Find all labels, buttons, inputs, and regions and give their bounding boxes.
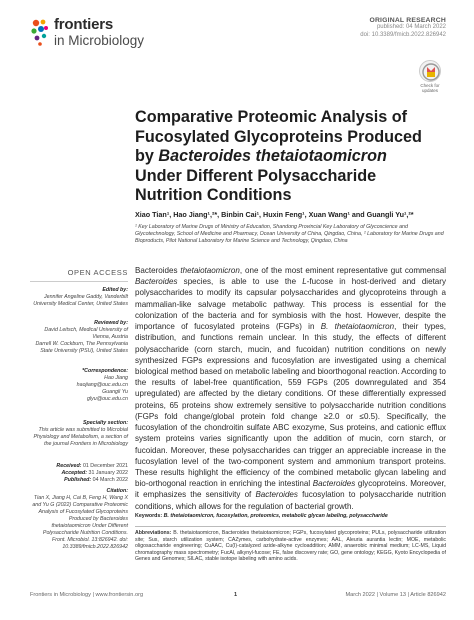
- specialty-section: Specialty section: This article was submitted to Microbial Physiology and Metabolism, a section of the journal Frontiers in Microbiology: [30, 420, 128, 448]
- abbreviations-text: B. thetaiotaomicron, Bacteroides thetaiotaomicron; FGPs, fucosylated glycoproteins; PULs, polysaccharide utilization site; Sus, starch utilization system; CAZymes, carbohydrate-active enzymes; AAL, Aleuria aurantia lectin; MOE, metabolic oligosaccharide engineering; CuAAC, Cu(I)-catalyzed azide-alkyne cycloaddition; AMM, anaerobic minimal medium; LC-MS, Liquid chromatography mass spectrometry; FucAl, alkynyl-fucose; FE, false discovery rate; GO, gene ontology; KEGG, Kyoto Encyclopedia of Genes and Genomes; SILAC, stable isotope labeling with amino acids.: [135, 530, 447, 563]
- logo-journal-name: in Microbiology: [54, 33, 145, 48]
- frontiers-logo-icon: [30, 18, 50, 48]
- crossmark-label: Check for updates: [420, 83, 440, 93]
- logo-wordmark: frontiers: [54, 16, 114, 33]
- title-species: Bacteroides thetaiotaomicron: [158, 147, 387, 165]
- affiliations: ¹ Key Laboratory of Marine Drugs of Ministry of Education, Shandong Provincial Key Laboratory of Glycoscience and Glycotechnology, School of Medicine and Pharmacy, Ocean University of China, Qingdao, China, ² Laboratory for Marine Drugs and Bioproducts, Pilot National Laboratory for Marine Science and Technology, Qingdao, China: [135, 224, 444, 244]
- article-header-info: [246, 17, 446, 39]
- corresponding-email-1[interactable]: haojiang@ouc.edu.cn: [76, 382, 128, 388]
- received-date: 01 December 2021: [82, 463, 128, 469]
- dates-section: Received: 01 December 2021 Accepted: 31 January 2022 Published: 04 March 2022: [56, 463, 128, 483]
- corresponding-author-1: Hao Jiang: [104, 375, 128, 381]
- journal-logo: [30, 16, 150, 52]
- page-number: 1: [234, 592, 238, 598]
- reviewer-2: Darrell W. Cockburn, The Pennsylvania State University (PSU), United States: [35, 341, 128, 354]
- sidebar-divider: [30, 281, 128, 282]
- article-title: Comparative Proteomic Analysis of Fucosylated Glycoproteins Produced by Bacteroides thetaiotaomicron Under Different Polysaccharide Nutrition Conditions: [135, 108, 422, 204]
- crossmark-icon: [419, 60, 441, 82]
- author-list[interactable]: Xiao Tian¹, Hao Jiang¹,²*, Binbin Cai¹, Huxin Feng¹, Xuan Wang¹ and Guangli Yu¹,²*: [135, 210, 414, 219]
- abstract: Bacteroides thetaiotaomicron, one of the most eminent representative gut commensal Bacteroides species, is able to use the L-fucose in host-derived and dietary polysaccharides to modify its capsular polysaccharides and glycoproteins through a mammalian-like salvage metabolic pathway. This process is essential for the colonization of the bacteria and for symbiosis with the host. However, despite the importance of fucosylated proteins (FGPs) in B. thetaiotaomicron, their types, distribution, and functions remain unclear. In this study, the effects of different polysaccharide (corn starch, mucin, and fucoidan) nutrition conditions on newly synthesized FGPs expressions and fucosylation are investigated using a chemical biological method based on metabolic labeling and bioorthogonal reaction. According to the results of label-free quantification, 559 FGPs (205 downregulated and 354 upregulated) are affected by the dietary conditions. Of these differentially expressed proteins, 65 proteins show extremely sensitive to polysaccharide nutrition conditions (FGPs fold change/global protein fold change ≥2.0 or ≤0.5). Specifically, the fucosylation of the chondroitin sulfate ABC exozyme, Sus proteins, and cationic efflux system proteins varies significantly upon the addition of mucin, corn starch, or fucoidan. Moreover, these polysaccharides can trigger an appreciable increase in the fucosylation level of the two-component system and ammonium transport proteins. These results highlight the efficiency of the combined metabolic glycan labeling and bio-orthogonal reaction in enriching the intestinal Bacteroides glycoproteins. Moreover, it emphasizes the sensitivity of Bacteroides fucosylation to polysaccharide nutrition conditions, which allows for the regulation of bacterial growth.: [135, 266, 446, 511]
- open-access-label: OPEN ACCESS: [67, 268, 128, 277]
- editor-name: Jennifer Angeline Gaddy, Vanderbilt University Medical Center, United States: [33, 294, 128, 307]
- footer-volume-info: March 2022 | Volume 13 | Article 826942: [345, 592, 446, 598]
- accepted-date: 31 January 2022: [88, 470, 128, 476]
- corresponding-email-2[interactable]: glyu@ouc.edu.cn: [86, 396, 128, 402]
- keywords-divider: [135, 526, 446, 527]
- keywords-label: Keywords:: [135, 513, 164, 519]
- check-for-updates-badge[interactable]: [416, 60, 444, 92]
- edited-by-section: Edited by: Jennifer Angeline Gaddy, Vanderbilt University Medical Center, United States: [30, 287, 128, 308]
- sidebar-published-date: 04 March 2022: [92, 477, 128, 483]
- correspondence-section: *Correspondence: Hao Jiang haojiang@ouc.edu.cn Guangli Yu glyu@ouc.edu.cn: [30, 368, 128, 403]
- keywords-text: B. thetaiotaomicron, fucosylation, proteomics, metabolic glycan labeling, polysaccharide: [163, 513, 388, 519]
- abbreviations-label: Abbreviations:: [135, 530, 174, 536]
- keywords: [135, 513, 446, 520]
- footer-journal-link[interactable]: Frontiers in Microbiology | www.frontiersin.org: [30, 592, 144, 598]
- published-date: published: 04 March 2022: [376, 24, 446, 30]
- citation-section: Citation: Tian X, Jiang H, Cai B, Feng H, Wang X and Yu G (2022) Comparative Proteomic Analysis of Fucosylated Glycoproteins Produced by Bacteroides thetaiotaomicron Under Different Polysaccharide Nutrition Conditions. Front. Microbiol. 13:826942. doi: 10.3389/fmicb.2022.826942: [30, 488, 128, 551]
- corresponding-author-2: Guangli Yu: [102, 389, 128, 395]
- article-type: ORIGINAL RESEARCH: [369, 17, 446, 24]
- citation-text: Tian X, Jiang H, Cai B, Feng H, Wang X and Yu G (2022) Comparative Proteomic Analysis of Fucosylated Glycoproteins Produced by Bacteroides thetaiotaomicron Under Different Polysaccharide Nutrition Conditions. Front. Microbiol. 13:826942. doi: 10.3389/fmicb.2022.826942: [32, 495, 128, 550]
- abbreviations: [135, 530, 446, 563]
- reviewer-1: David Leitsch, Medical University of Vienna, Austria: [44, 327, 128, 340]
- specialty-text: This article was submitted to Microbial Physiology and Metabolism, a section of the journal Frontiers in Microbiology: [33, 427, 128, 447]
- reviewed-by-section: Reviewed by: David Leitsch, Medical University of Vienna, Austria Darrell W. Cockburn, The Pennsylvania State University (PSU), United States: [30, 320, 128, 355]
- doi[interactable]: doi: 10.3389/fmicb.2022.826942: [360, 31, 446, 38]
